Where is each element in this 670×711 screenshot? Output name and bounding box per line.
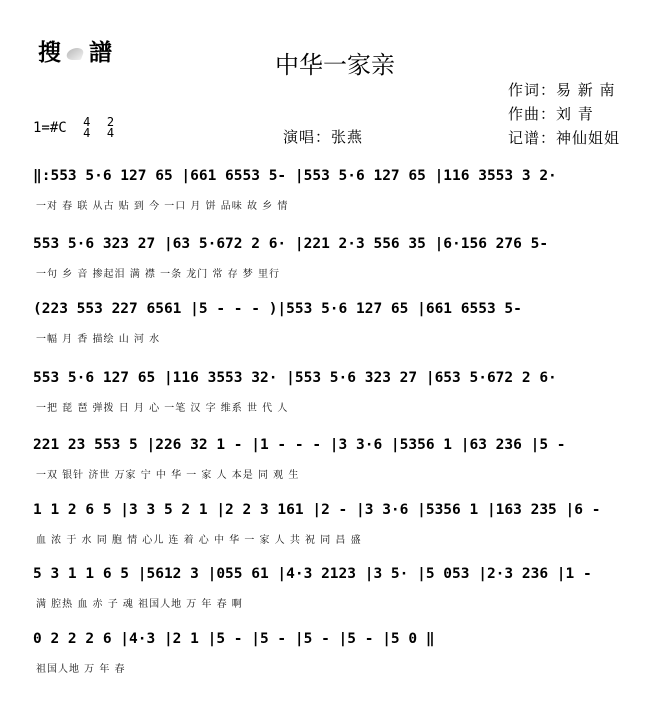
song-title: 中华一家亲 [275,51,395,79]
notation-line: 0 2 2 2 6 |4·3 |2 1 |5 - |5 - |5 - |5 - |5 0 ‖ [33,631,435,647]
time-signature-4-4 [83,117,90,139]
logo-char-2: 譜 [89,40,114,66]
notation-line: 1 1 2 6 5 |3 3 5 2 1 |2 2 3 161 |2 - |3 3·6 |5356 1 |163 235 |6 - [33,502,601,518]
lyric-line: 血 浓 于 水 同 胞 情 心儿 连 着 心 中 华 一 家 人 共 祝 同 昌 盛 [36,535,362,546]
lyric-line: 一句 乡 音 掺起泪 满 襟 一条 龙门 常 存 梦 里行 [36,269,280,280]
logo-char-1: 搜 [38,40,63,66]
lyric-line: 祖国人地 万 年 春 [36,664,126,675]
meter-1-bottom: 4 [83,126,91,140]
lyric-line: 一对 春 联 从古 贴 到 今 一口 月 饼 品味 故 乡 情 [36,201,289,212]
lyric-line: 一幅 月 香 描绘 山 河 水 [36,334,161,345]
meter-2-bottom: 4 [106,126,115,140]
notation-line: (223 553 227 6561 |5 - - - )|553 5·6 127 65 |661 6553 5- [33,301,522,317]
meter-1-top: 4 [83,115,91,129]
notation-line: 221 23 553 5 |226 32 1 - |1 - - - |3 3·6 |5356 1 |63 236 |5 - [33,437,566,453]
singer-credit: 演唱：张燕 [283,128,364,146]
time-signature-2-4 [107,117,114,139]
key-label: 1=#C [33,120,67,136]
notation-line: 553 5·6 323 27 |63 5·672 2 6· |221 2·3 556 35 |6·156 276 5- [33,236,549,252]
lyric-line: 满 腔热 血 赤 子 魂 祖国人地 万 年 春 啊 [36,599,243,610]
composer-credit: 作曲：刘 青 [508,105,594,123]
transcriber-credit: 记谱：神仙姐姐 [508,129,621,147]
lyric-line: 一把 琵 琶 弹拨 日 月 心 一笔 汉 字 维系 世 代 人 [36,403,289,414]
lyric-line: 一双 银针 济世 万家 宁 中 华 一 家 人 本是 同 观 生 [36,470,300,481]
lyricist-credit: 作词：易 新 南 [508,81,616,99]
key-signature [33,117,114,139]
meter-2-top: 2 [106,115,115,129]
notation-line: 5 3 1 1 6 5 |5612 3 |055 61 |4·3 2123 |3 5· |5 053 |2·3 236 |1 - [33,566,592,582]
notation-line: ‖:553 5·6 127 65 |661 6553 5- |553 5·6 127 65 |116 3553 3 2· [33,168,557,184]
notation-line: 553 5·6 127 65 |116 3553 32· |553 5·6 323 27 |653 5·672 2 6· [33,370,557,386]
